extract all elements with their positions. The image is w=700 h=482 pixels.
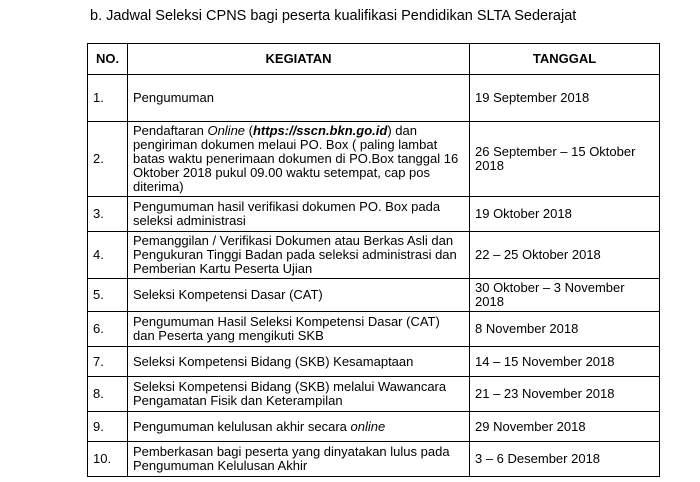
row-kegiatan: Pengumuman hasil verifikasi dokumen PO. Box pada seleksi administrasi: [128, 197, 470, 232]
row-tanggal: 19 Oktober 2018: [470, 197, 660, 232]
row-number: 10.: [88, 442, 128, 477]
row-kegiatan: Seleksi Kompetensi Bidang (SKB) melalui Wawancara Pengamatan Fisik dan Keterampilan: [128, 377, 470, 412]
row-tanggal: 26 September – 15 Oktober 2018: [470, 122, 660, 197]
row-tanggal: 14 – 15 November 2018: [470, 347, 660, 377]
row-tanggal: 19 September 2018: [470, 75, 660, 122]
kegiatan-emphasis: online: [350, 418, 386, 434]
row-kegiatan: Pemberkasan bagi peserta yang dinyatakan lulus pada Pengumuman Kelulusan Akhir: [128, 442, 470, 477]
row-kegiatan: [128, 412, 470, 442]
kegiatan-text: ) dan pengiriman dokumen melaui PO. Box ( paling lambat batas waktu penerimaan dokumen di PO.Box tanggal 16 Oktober 2018 pukul 09.00 waktu setempat, cap pos diterima): [133, 123, 459, 194]
row-number: 8.: [88, 377, 128, 412]
header-no: NO.: [88, 44, 128, 75]
row-tanggal: 22 – 25 Oktober 2018: [470, 232, 660, 279]
row-number: 2.: [88, 122, 128, 197]
row-tanggal: 8 November 2018: [470, 312, 660, 347]
table-header-row: [88, 44, 660, 75]
registration-url: https://sscn.bkn.go.id: [252, 123, 388, 138]
section-heading: b. Jadwal Seleksi CPNS bagi peserta kualifikasi Pendidikan SLTA Sederajat: [90, 8, 577, 24]
row-tanggal: 30 Oktober – 3 November 2018: [470, 279, 660, 312]
row-kegiatan: Pengumuman Hasil Seleksi Kompetensi Dasar (CAT) dan Peserta yang mengikuti SKB: [128, 312, 470, 347]
row-number: 3.: [88, 197, 128, 232]
kegiatan-text: Pendaftaran: [133, 123, 208, 138]
row-number: 6.: [88, 312, 128, 347]
table-row: [88, 412, 660, 442]
row-kegiatan: Seleksi Kompetensi Bidang (SKB) Kesamaptaan: [128, 347, 470, 377]
row-kegiatan: Pemanggilan / Verifikasi Dokumen atau Berkas Asli dan Pengukuran Tinggi Badan pada seleksi administrasi dan Pemberian Kartu Peserta Ujian: [128, 232, 470, 279]
table-row: [88, 279, 660, 312]
row-number: 5.: [88, 279, 128, 312]
row-kegiatan: Seleksi Kompetensi Dasar (CAT): [128, 279, 470, 312]
row-kegiatan: Pengumuman: [128, 75, 470, 122]
row-number: 7.: [88, 347, 128, 377]
row-tanggal: 21 – 23 November 2018: [470, 377, 660, 412]
row-kegiatan: [128, 122, 470, 197]
kegiatan-text: Pengumuman kelulusan akhir secara: [133, 418, 351, 434]
table-row: [88, 347, 660, 377]
kegiatan-emphasis: Online: [207, 123, 246, 138]
table-row: [88, 232, 660, 279]
row-number: 4.: [88, 232, 128, 279]
row-tanggal: 3 – 6 Desember 2018: [470, 442, 660, 477]
schedule-table: [87, 43, 660, 477]
header-tanggal: TANGGAL: [470, 44, 660, 75]
table-row: [88, 442, 660, 477]
row-tanggal: 29 November 2018: [470, 412, 660, 442]
table-row: [88, 312, 660, 347]
header-kegiatan: KEGIATAN: [128, 44, 470, 75]
table-row: [88, 122, 660, 197]
table-row: [88, 377, 660, 412]
table-row: [88, 75, 660, 122]
kegiatan-text: (: [245, 123, 253, 138]
table-row: [88, 197, 660, 232]
row-number: 9.: [88, 412, 128, 442]
row-number: 1.: [88, 75, 128, 122]
